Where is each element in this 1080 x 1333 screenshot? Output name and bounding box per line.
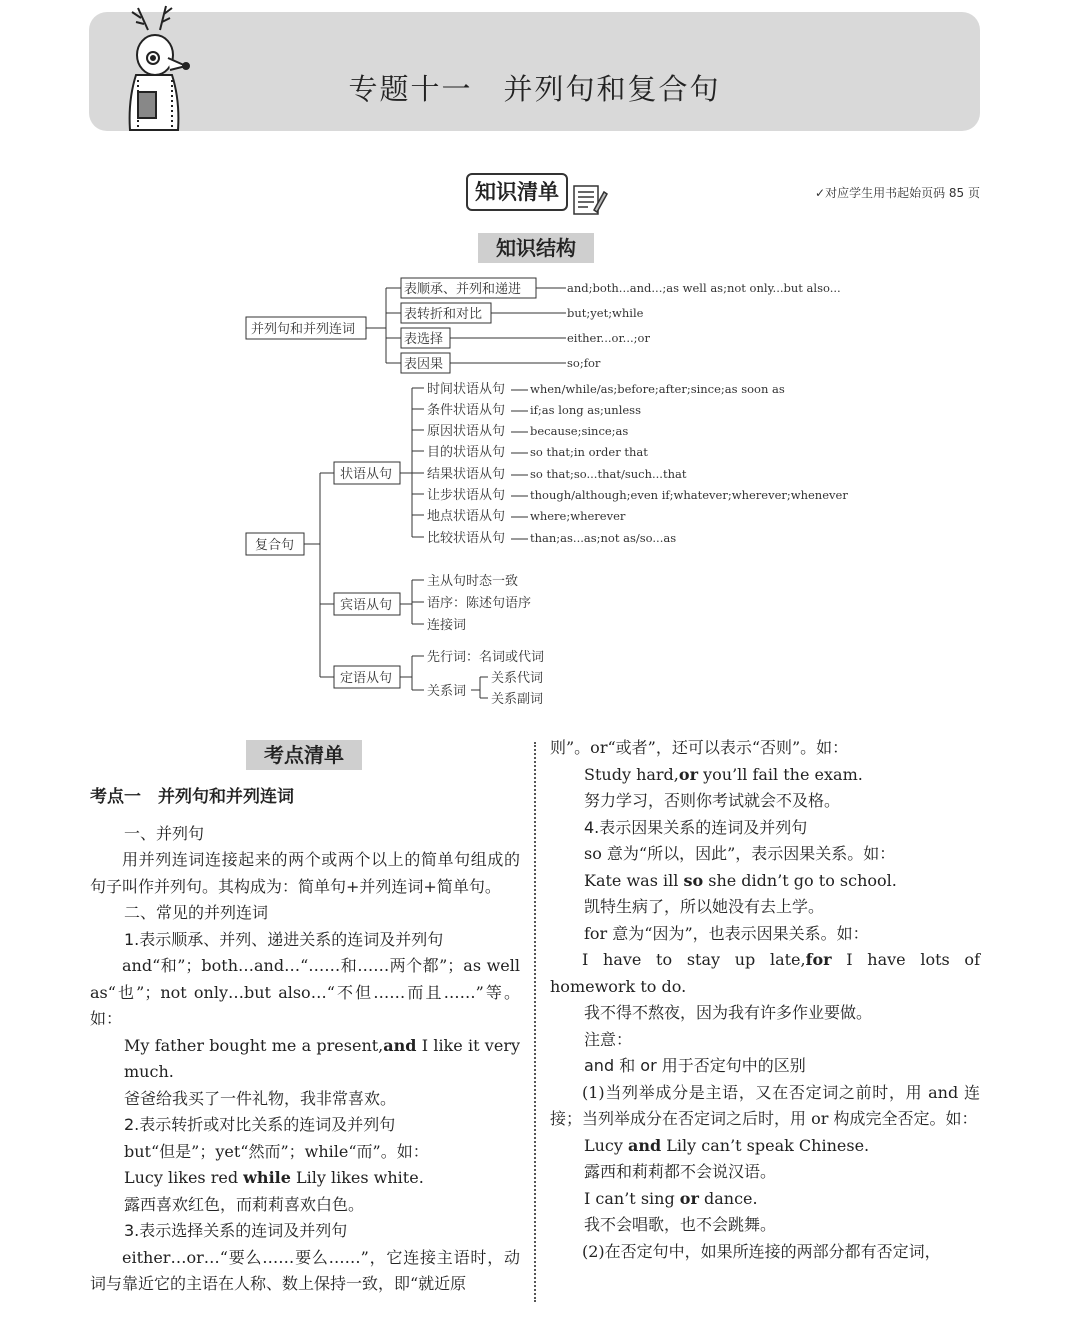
tree-adverbial-words: if;as long as;unless: [530, 403, 641, 417]
tree-adverbial-item: 结果状语从句: [427, 467, 506, 482]
tree-parallel-words-1: and;both...and...;as well as;not only...but also...: [567, 281, 841, 295]
tree-relative-word: 关系词: [427, 684, 467, 699]
tree-adverbial-words: because;since;as: [530, 424, 629, 438]
example-3-translation: 努力学习，否则你考试就会不及格。: [584, 791, 841, 810]
tree-adverbial-item: 目的状语从句: [427, 445, 506, 460]
tree-object-item: 连接词: [427, 618, 467, 633]
tree-parallel-branch-2: 表转折和对比: [404, 307, 483, 322]
example-1-translation: 爸爸给我买了一件礼物，我非常喜欢。: [124, 1088, 397, 1108]
sub-2-text: but“但是”；yet“然而”；while“而”。如：: [124, 1141, 429, 1161]
tree-adverbial-label: 状语从句: [340, 467, 393, 482]
tree-object-label: 宾语从句: [340, 598, 393, 613]
tree-adverbial-words: when/while/as;before;after;since;as soon as: [530, 382, 785, 396]
right-column: [550, 735, 980, 1265]
example-6-translation: 露西和莉莉都不会说汉语。: [584, 1162, 777, 1181]
tree-adverbial-item: 时间状语从句: [427, 382, 506, 397]
left-column: [90, 784, 520, 1298]
note-point-2: (2)在否定句中，如果所连接的两部分都有否定词，: [582, 1241, 941, 1261]
tree-object-item: 主从句时态一致: [427, 574, 519, 589]
example-6: Lucy and Lily can’t speak Chinese.: [584, 1135, 870, 1155]
exam-points-heading: 考点清单: [246, 740, 362, 770]
check-icon: ✓: [815, 186, 826, 200]
tree-adverbial-item: 让步状语从句: [427, 488, 506, 503]
example-4: Kate was ill so she didn’t go to school.: [584, 870, 897, 890]
sub-3-text-part-1: either…or…“要么……要么……”，它连接主语时，动词与靠近它的主语在人称、数上保持一致，即“就近原: [90, 1247, 520, 1293]
section-common-conjunctions: 二、常见的并列连词: [124, 903, 269, 922]
tree-parallel-words-4: so;for: [567, 356, 601, 370]
tree-antecedent: 先行词：名词或代词: [427, 650, 545, 665]
tree-attributive-label: 定语从句: [340, 671, 393, 686]
example-2-translation: 露西喜欢红色，而莉莉喜欢白色。: [124, 1194, 365, 1214]
tree-parallel-branch-3: 表选择: [404, 332, 444, 347]
so-explanation: so 意为“所以，因此”，表示因果关系。如：: [584, 844, 896, 863]
tree-parallel-words-2: but;yet;while: [567, 306, 644, 320]
tree-object-item: 语序：陈述句语序: [427, 596, 532, 611]
sub-3-text-part-2: 则”。or“或者”，还可以表示“否则”。如：: [550, 738, 849, 757]
example-3: Study hard,or you’ll fail the exam.: [584, 764, 863, 784]
tree-relative-adverb: 关系副词: [491, 692, 544, 707]
sub-heading-3: 3.表示选择关系的连词及并列句: [124, 1221, 348, 1240]
sub-1-text: and“和”；both…and…“……和……两个都”；as well as“也”；not only…but also…“不但……而且……”等。如：: [90, 956, 520, 1028]
page-title: 专题十一 并列句和复合句: [348, 72, 721, 106]
page-reference-note: ✓对应学生用书起始页码 85 页: [815, 186, 980, 200]
tree-complex-root: 复合句: [255, 538, 295, 553]
note-label: 注意：: [584, 1029, 633, 1049]
tree-adverbial-words: so that;so...that/such...that: [530, 467, 687, 481]
section-parallel-sentence: 一、并列句: [124, 823, 205, 843]
example-2: Lucy likes red while Lily likes white.: [124, 1168, 424, 1187]
tree-relative-pronoun: 关系代词: [491, 671, 544, 686]
note-title: and 和 or 用于否定句中的区别: [584, 1056, 806, 1075]
parallel-sentence-definition: 用并列连词连接起来的两个或两个以上的简单句组成的句子叫作并列句。其构成为：简单句+并列连词+简单句。: [90, 850, 520, 896]
tree-adverbial-words: so that;in order that: [530, 445, 648, 459]
sub-heading-4: 4.表示因果关系的连词及并列句: [584, 817, 808, 837]
example-1: My father bought me a present,and I like it very much.: [124, 1035, 521, 1081]
knowledge-list-badge: 知识清单: [466, 173, 568, 211]
knowledge-structure-heading: 知识结构: [478, 233, 594, 263]
sub-heading-2: 2.表示转折或对比关系的连词及并列句: [124, 1115, 396, 1134]
example-5: I have to stay up late,for I have lots of homework to do.: [550, 950, 980, 996]
tree-adverbial-item: 地点状语从句: [427, 509, 506, 524]
tree-adverbial-item: 原因状语从句: [427, 424, 506, 439]
tree-adverbial-words: though/although;even if;whatever;wherever;whenever: [530, 488, 848, 502]
column-divider: [534, 742, 536, 1302]
tree-adverbial-words: where;wherever: [530, 509, 626, 523]
example-7-translation: 我不会唱歌，也不会跳舞。: [584, 1215, 777, 1234]
tree-parallel-branch-1: 表顺承、并列和递进: [404, 282, 522, 297]
tree-parallel-branch-4: 表因果: [404, 357, 444, 372]
tree-parallel-words-3: either...or...;or: [567, 331, 650, 345]
for-explanation: for 意为“因为”，也表示因果关系。如：: [584, 923, 869, 943]
example-4-translation: 凯特生病了，所以她没有去上学。: [584, 897, 825, 916]
tree-adverbial-item: 条件状语从句: [427, 403, 506, 418]
tree-parallel-root: 并列句和并列连词: [251, 322, 356, 337]
tree-adverbial-item: 比较状语从句: [427, 531, 506, 546]
exam-point-1-title: 考点一 并列句和并列连词: [90, 787, 294, 807]
tree-adverbial-words: than;as...as;not as/so...as: [530, 531, 677, 545]
sub-heading-1: 1.表示顺承、并列、递进关系的连词及并列句: [124, 929, 444, 949]
example-5-translation: 我不得不熬夜，因为我有许多作业要做。: [584, 1003, 873, 1022]
note-point-1: (1)当列举成分是主语，又在否定词之前时，用 and 连接；当列举成分在否定词之后时，用 or 构成完全否定。如：: [550, 1082, 980, 1128]
example-7: I can’t sing or dance.: [584, 1188, 758, 1208]
